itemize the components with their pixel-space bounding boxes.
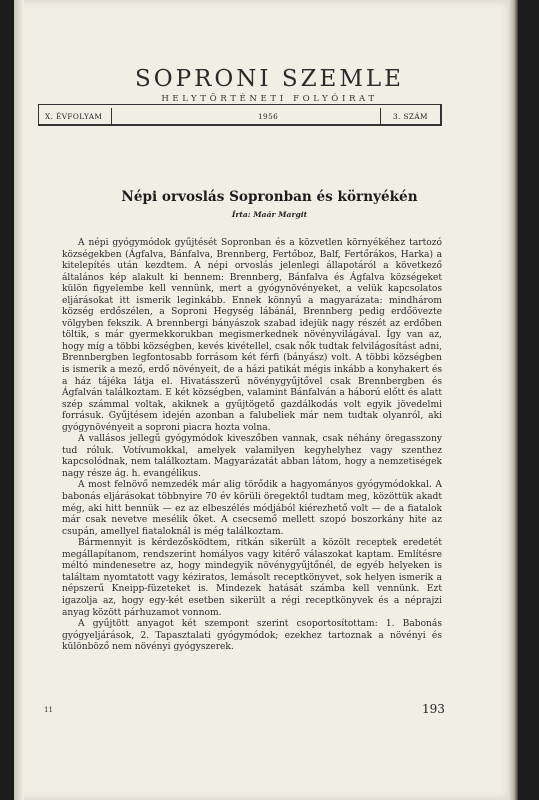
header-rule-vol-sep <box>111 108 112 126</box>
issue-number-label: 3. SZÁM <box>393 112 428 121</box>
article-body <box>62 238 442 654</box>
paragraph: A most felnövő nemzedék már alig törődik a hagyományos gyógymódokkal. A babonás eljárásokat többnyire 70 év körüli öregektől tudtam meg, közöttük akadt még, aki hitt bennük — ez az elbeszélés módjából kiérezhető volt — de a fiatalok már csak nevetve mesélik őket. A csecsemő mellett szopó boszorkány hite az csupán, amellyel fiataloknál is még találkoztam. <box>62 480 442 537</box>
article-author: Írta: Maár Margit <box>231 210 308 219</box>
volume-label: X. ÉVFOLYAM <box>45 112 103 121</box>
printer-signature: 11 <box>44 706 53 714</box>
journal-subtitle: HELYTÖRTÉNETI FOLYÓIRAT <box>161 94 378 104</box>
paragraph: A népi gyógymódok gyűjtését Sopronban és a közvetlen környékéhez tartozó községekben (Ágfalva, Bánfalva, Brennberg, Fertőboz, Balf, Fertőrákos, Harka) a kitelepítés után kezdtem. A népi orvoslás jelenlegi állapotáról a következő általános kép alakult ki bennem: Brennberg, Bánfalva és Ágfalva községeket külön figyelembe kell vennünk, mert a gyógynövényeket, a velük kapcsolatos eljárásokat itt ismerik leginkább. Ennek könnyű a magyarázata: mindhárom község erdőszélen, a Soproni Hegység lábánál, Brennberg pedig erdőövezte völgyben fekszik. A brennbergi bányászok szabad idejük nagy részét az erdőben töltik, s már gyermekkorukban megismerkednek növényvilágával. Így van az, hogy míg a többi községben, kevés kivétellel, csak nők tudtak felvilágosítást adni, Brennbergben legfontosabb forrásom két férfi (bányász) volt. A többi községben is ismerik a mező, erdő növényeit, de a házi patikát mégis inkább a konyhakert és a ház tájéka látja el. Hivatásszerű növénygyűjtővel csak Brennbergben és Ágfalván találkoztam. E két községben, valamint Bánfalván a háború előtt és alatt szép számmal voltak, akiknek a gyűjtögető gazdálkodás volt egyik jövedelmi forrásuk. Gyűjtésem idején azonban a falubeliek már nem tudtak olyanról, aki gyógynövényeit a soproni piacra hozta volna. <box>62 238 442 433</box>
page-number: 193 <box>422 702 445 716</box>
header-rule-top <box>38 104 441 105</box>
article-title: Népi orvoslás Sopronban és környékén <box>121 189 418 205</box>
header-rule-num-sep <box>380 108 381 126</box>
journal-title: SOPRONI SZEMLE <box>135 66 404 92</box>
paragraph: A vallásos jellegű gyógymódok kiveszőben vannak, csak néhány öregasszony tud róluk. Votívumokkal, amelyek valamilyen kegyhelyhez vagy szenthez kapcsolódnak, nem találkoztam. Magyarázatát abban látom, hogy a nemzetiségek nagy része ág. h. evangélikus. <box>62 434 442 479</box>
year-label: 1956 <box>258 112 279 121</box>
paragraph: Bármennyit is kérdezősködtem, ritkán sikerült a közölt receptek eredetét megállapítanom, rendszerint homályos vagy kitérő válaszokat kaptam. Említésre méltó mindenesetre az, hogy mindegyik növénygyűjtőnél, de egyéb helyeken is találtam nyomtatott vagy kéziratos, lemásolt receptkönyvet, sok helyen ismerik a népszerű Kneipp-füzeteket is. Mindezek hatását számba kell vennünk. Ezt igazolja az, hogy egy-két esetben sikerült a régi receptkönyvek és a néprajzi anyag között párhuzamot vonnom. <box>62 538 442 618</box>
book-spine-shadow <box>14 0 24 800</box>
header-rule-right <box>440 104 442 126</box>
page-edge <box>508 0 518 800</box>
header-rule-left <box>38 104 39 126</box>
paragraph: A gyűjtött anyagot két szempont szerint csoportosítottam: 1. Babonás gyógyeljárások, 2. Tapasztalati gyógymódok; ezekhez tartoznak a növényi és különböző nem növényi gyógyszerek. <box>62 619 442 653</box>
